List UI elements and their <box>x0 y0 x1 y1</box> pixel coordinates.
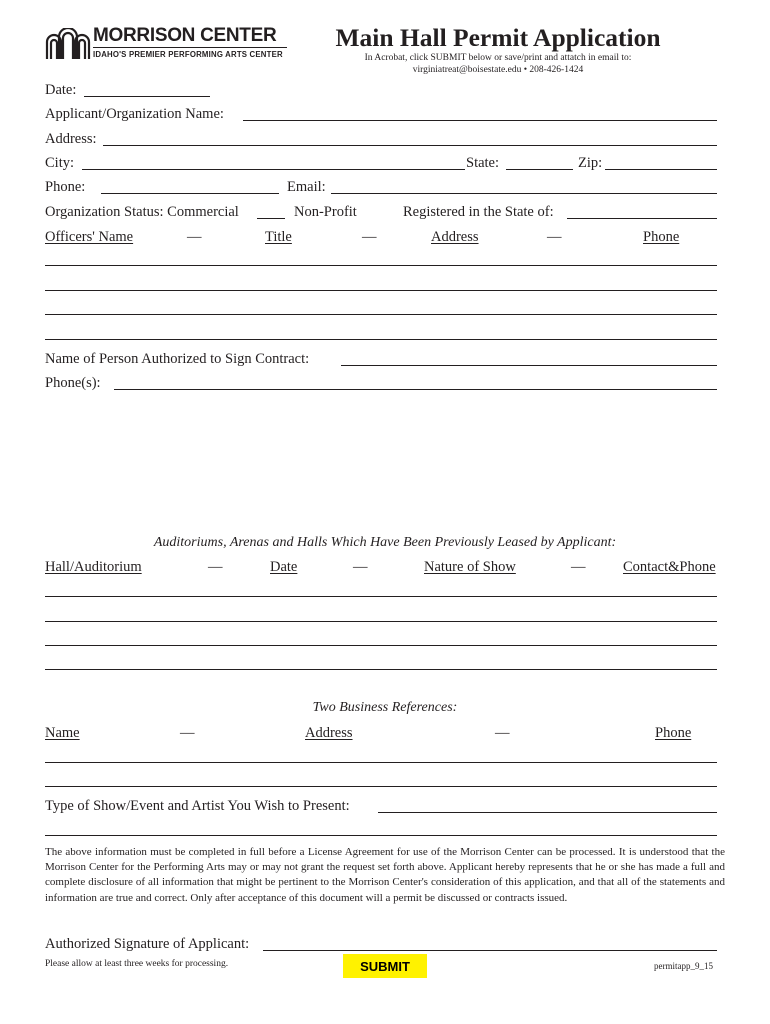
dash: — <box>362 229 377 245</box>
instructions-text: In Acrobat, click SUBMIT below or save/print and attatch in email to: <box>364 53 632 63</box>
leases-line-1[interactable] <box>45 596 717 597</box>
page-title: Main Hall Permit Application <box>335 23 661 52</box>
zip-label: Zip: <box>578 155 603 171</box>
submit-button[interactable]: SUBMIT <box>343 954 427 978</box>
leases-line-2[interactable] <box>45 621 717 622</box>
applicant-field[interactable] <box>243 120 717 121</box>
signature-field[interactable] <box>263 950 717 951</box>
non-profit-label: Non-Profit <box>294 204 357 220</box>
title-column: Title <box>265 229 292 245</box>
date-field[interactable] <box>84 96 210 97</box>
leases-line-3[interactable] <box>45 645 717 646</box>
commercial-field[interactable] <box>257 218 285 219</box>
morrison-center-logo-icon <box>45 28 91 60</box>
logo-rule <box>93 47 287 48</box>
leases-header <box>45 558 735 576</box>
date-label: Date: <box>45 82 77 98</box>
show-type-line-2[interactable] <box>45 835 717 836</box>
dash: — <box>208 559 223 575</box>
date-column: Date <box>270 559 298 575</box>
leases-line-4[interactable] <box>45 669 717 670</box>
logo-tagline: IDAHO'S PREMIER PERFORMING ARTS CENTER <box>93 50 283 59</box>
phones-label: Phone(s): <box>45 375 101 391</box>
ref-address-column: Address <box>305 725 353 741</box>
hall-column: Hall/Auditorium <box>45 559 142 575</box>
dash: — <box>495 725 510 741</box>
city-field[interactable] <box>82 169 465 170</box>
address-column: Address <box>431 229 479 245</box>
show-type-field[interactable] <box>378 812 717 813</box>
ref-phone-column: Phone <box>655 725 692 741</box>
signature-row <box>45 935 717 953</box>
officers-line-2[interactable] <box>45 290 717 291</box>
officers-line-4[interactable] <box>45 339 717 340</box>
officers-line-1[interactable] <box>45 265 717 266</box>
officers-line-3[interactable] <box>45 314 717 315</box>
references-line-2[interactable] <box>45 786 717 787</box>
show-type-row <box>45 797 717 815</box>
previous-leases-heading: Auditoriums, Arenas and Halls Which Have Been Previously Leased by Applicant: <box>153 535 617 550</box>
logo <box>45 26 290 62</box>
address-label: Address: <box>45 131 97 147</box>
phone-field[interactable] <box>101 193 279 194</box>
dash: — <box>353 559 368 575</box>
contact-column: Contact&Phone <box>623 559 716 575</box>
references-header <box>45 724 717 742</box>
date-row <box>45 81 717 99</box>
signature-label: Authorized Signature of Applicant: <box>45 936 250 952</box>
authorized-name-field[interactable] <box>341 365 717 366</box>
phones-field[interactable] <box>114 389 717 390</box>
show-type-label: Type of Show/Event and Artist You Wish to Present: <box>45 798 350 814</box>
city-label: City: <box>45 155 75 171</box>
officers-name-column: Officers' Name <box>45 229 134 245</box>
phone-column: Phone <box>643 229 680 245</box>
officers-header <box>45 228 717 246</box>
state-label: State: <box>466 155 500 171</box>
processing-note: Please allow at least three weeks for processing. <box>45 959 229 969</box>
email-field[interactable] <box>331 193 717 194</box>
contact-text: virginiatreat@boisestate.edu • 208-426-1424 <box>412 65 584 75</box>
registered-field[interactable] <box>567 218 717 219</box>
org-status-label: Organization Status: Commercial <box>45 204 239 220</box>
phones-row <box>45 374 717 392</box>
address-field[interactable] <box>103 145 717 146</box>
city-row <box>45 154 717 172</box>
address-row <box>45 130 717 148</box>
org-status-row <box>45 203 717 221</box>
disclaimer-text: The above information must be completed in full before a License Agreement for use of the Morrison Center can be processed. It is understood that the Morrison Center for the Performing Arts may or may not grant the request set forth above. Applicant hereby represents that he or she has made a full and complete disclosure of all information that might be pertinent to the Morrison Center's consideration of this application, and that all of the statements and information are true and correct. Only after acceptance of this document will a permit be discussed or contracts issued. <box>45 846 725 904</box>
ref-name-column: Name <box>45 725 80 741</box>
references-heading: Two Business References: <box>312 700 458 715</box>
zip-field[interactable] <box>605 169 717 170</box>
authorized-name-label: Name of Person Authorized to Sign Contract: <box>45 351 310 367</box>
authorized-row <box>45 350 717 368</box>
dash: — <box>547 229 562 245</box>
form-code: permitapp_9_15 <box>654 961 713 971</box>
registered-label: Registered in the State of: <box>403 204 554 220</box>
phone-email-row <box>45 178 717 196</box>
dash: — <box>571 559 586 575</box>
references-line-1[interactable] <box>45 762 717 763</box>
logo-name: MORRISON CENTER <box>93 25 277 46</box>
dash: — <box>180 725 195 741</box>
applicant-label: Applicant/Organization Name: <box>45 106 224 122</box>
dash: — <box>187 229 202 245</box>
phone-label: Phone: <box>45 179 86 195</box>
nature-column: Nature of Show <box>424 559 516 575</box>
applicant-row <box>45 105 717 123</box>
email-label: Email: <box>287 179 326 195</box>
state-field[interactable] <box>506 169 573 170</box>
